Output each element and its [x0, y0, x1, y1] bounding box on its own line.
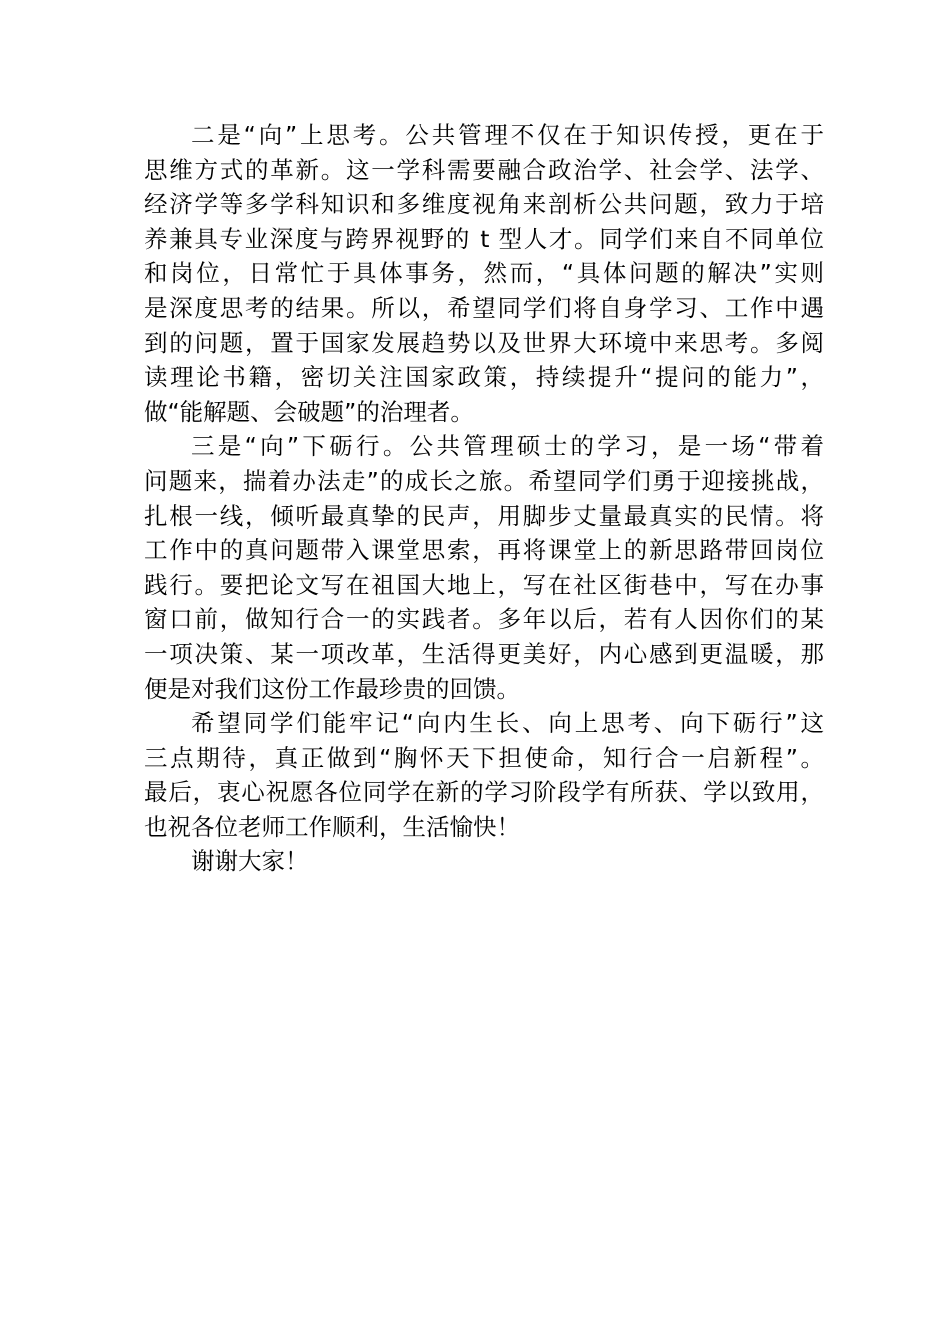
text-line: 谢谢大家！	[191, 847, 309, 876]
text-line: 工作中的真问题带入课堂思索，再将课堂上的新思路带回岗位	[144, 536, 824, 565]
text-line: 便是对我们这份工作最珍贵的回馈。	[144, 674, 520, 703]
text-line: 到的问题，置于国家发展趋势以及世界大环境中来思考。多阅	[144, 328, 824, 357]
paragraph-thanks	[144, 844, 824, 879]
text-line: 践行。要把论文写在祖国大地上，写在社区街巷中，写在办事	[144, 570, 824, 599]
text-line: 读理论书籍，密切关注国家政策，持续提升“提问的能力”，	[144, 363, 824, 392]
text-line: 一项决策、某一项改革，生活得更美好，内心感到更温暖，那	[144, 639, 824, 668]
text-line: 三是“向”下砺行。公共管理硕士的学习，是一场“带着	[191, 432, 824, 461]
text-line: 和岗位，日常忙于具体事务，然而，“具体问题的解决”实则	[144, 259, 824, 288]
text-line: 最后，衷心祝愿各位同学在新的学习阶段学有所获、学以致用，	[144, 778, 824, 807]
text-line: 经济学等多学科知识和多维度视角来剖析公共问题，致力于培	[144, 190, 824, 219]
text-line: 养兼具专业深度与跨界视野的 t 型人才。同学们来自不同单位	[144, 224, 824, 253]
paragraph-three	[144, 429, 824, 706]
text-line: 窗口前，做知行合一的实践者。多年以后，若有人因你们的某	[144, 605, 824, 634]
text-line: 三点期待，真正做到“胸怀天下担使命，知行合一启新程”。	[144, 743, 824, 772]
text-line: 思维方式的革新。这一学科需要融合政治学、社会学、法学、	[144, 155, 824, 184]
text-line: 二是“向”上思考。公共管理不仅在于知识传授，更在于	[191, 121, 824, 149]
text-line: 扎根一线，倾听最真挚的民声，用脚步丈量最真实的民情。将	[144, 501, 824, 530]
paragraph-two	[144, 118, 824, 429]
text-line: 希望同学们能牢记“向内生长、向上思考、向下砺行”这	[191, 709, 824, 738]
text-line: 也祝各位老师工作顺利，生活愉快！	[144, 812, 520, 841]
document-body	[144, 118, 824, 879]
text-line: 做“能解题、会破题”的治理者。	[144, 397, 474, 426]
paragraph-closing	[144, 706, 824, 844]
text-line: 问题来，揣着办法走”的成长之旅。希望同学们勇于迎接挑战，	[144, 466, 824, 495]
text-line: 是深度思考的结果。所以，希望同学们将自身学习、工作中遇	[144, 293, 824, 322]
